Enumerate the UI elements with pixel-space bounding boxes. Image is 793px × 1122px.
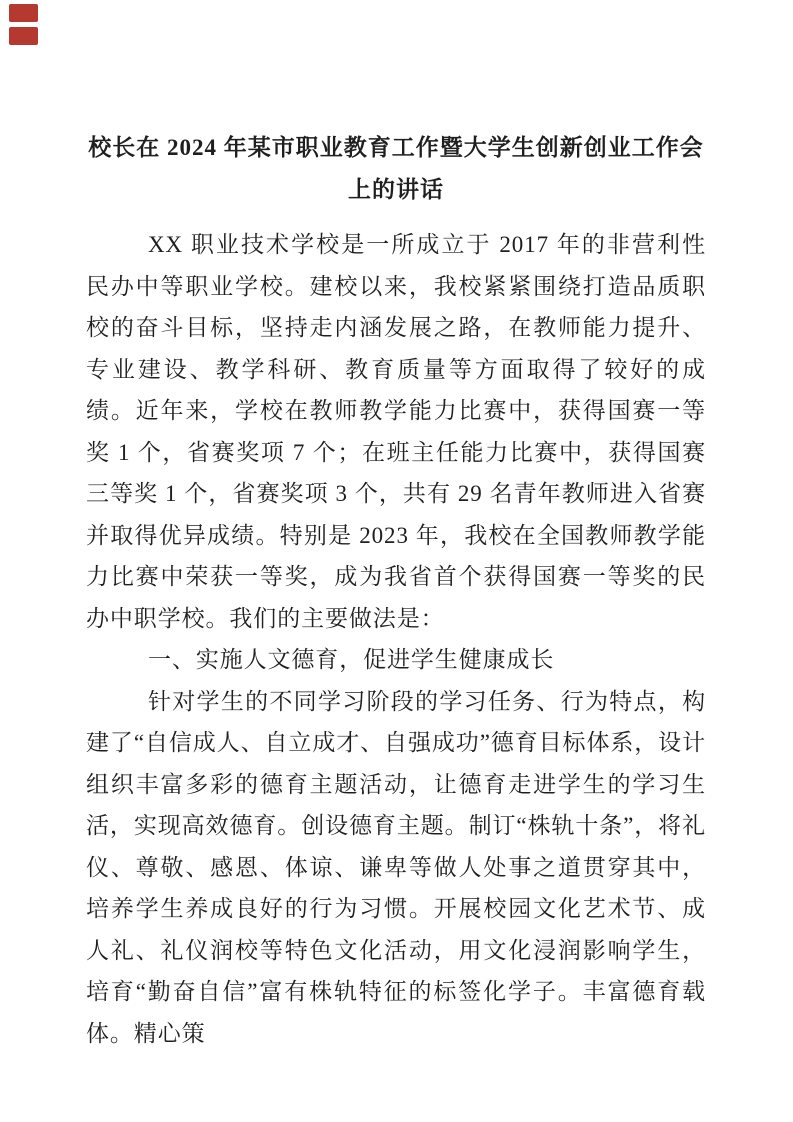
document-title-line-1: 校长在 2024 年某市职业教育工作暨大学生创新创业工作会 xyxy=(88,135,704,160)
document-title-line-2: 上的讲话 xyxy=(348,177,444,202)
document-body xyxy=(86,224,706,1054)
body-paragraph: XX 职业技术学校是一所成立于 2017 年的非营利性民办中等职业学校。建校以来，我校紧紧围绕打造品质职校的奋斗目标，坚持走内涵发展之路，在教师能力提升、专业建设、教学科研、教育质量等方面取得了较好的成绩。近年来，学校在教师教学能力比赛中，获得国赛一等奖 1 个，省赛奖项 7 个；在班主任能力比赛中，获得国赛三等奖 1 个，省赛奖项 3 个，共有 29 名青年教师进入省赛并取得优异成绩。特别是 2023 年，我校在全国教师教学能力比赛中荣获一等奖，成为我省首个获得国赛一等奖的民办中职学校。我们的主要做法是： xyxy=(86,232,706,631)
body-paragraph: 针对学生的不同学习阶段的学习任务、行为特点，构建了“自信成人、自立成才、自强成功”德育目标体系，设计组织丰富多彩的德育主题活动，让德育走进学生的学习生活，实现高效德育。创设德育主题。制订“株轨十条”，将礼仪、尊敬、感恩、体谅、谦卑等做人处事之道贯穿其中，培养学生养成良好的行为习惯。开展校园文化艺术节、成人礼、礼仪润校等特色文化活动，用文化浸润影响学生，培育“勤奋自信”富有株轨特征的标签化学子。丰富德育载体。精心策 xyxy=(86,688,706,1046)
document-title xyxy=(86,127,706,211)
red-stamp-icon-1 xyxy=(9,4,38,22)
body-paragraph-section-heading: 一、实施人文德育，促进学生健康成长 xyxy=(148,647,555,672)
corner-marks xyxy=(9,4,38,50)
red-stamp-icon-2 xyxy=(9,27,38,45)
